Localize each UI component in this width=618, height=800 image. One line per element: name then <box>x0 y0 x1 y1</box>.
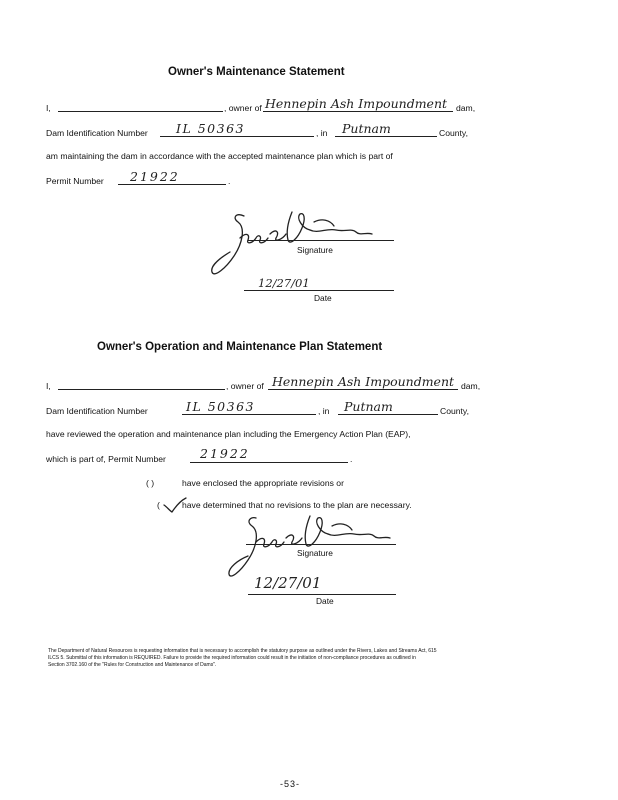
section2-i-label: I, <box>46 381 51 391</box>
section1-county-label: County, <box>439 128 468 138</box>
section2-title: Owner's Operation and Maintenance Plan Statement <box>97 341 383 353</box>
footnote-line-2: ILCS 5. Submittal of this information is REQUIRED. Failure to provide the required information could result in the initiation of non-compliance procedures as outlined in <box>48 655 416 661</box>
section2-signature-caption: Signature <box>297 548 333 558</box>
section2-dam-name-line <box>268 389 458 390</box>
section2-owner-of-label: , owner of <box>226 381 264 391</box>
section1-dam-name: Hennepin Ash Impoundment <box>265 96 448 111</box>
section1-permit-line <box>118 184 226 185</box>
section2-county-line <box>338 414 438 415</box>
section1-dam-name-line <box>263 111 453 112</box>
section1-date-value: 12/27/01 <box>258 276 310 290</box>
section2-county: Putnam <box>344 399 393 414</box>
section1-period: . <box>228 176 231 186</box>
section1-signature-line <box>248 240 394 241</box>
section2-dam-label: dam, <box>461 381 481 391</box>
section2-dam-id-line <box>182 414 316 415</box>
section1-date-caption: Date <box>314 293 332 303</box>
section2-permit-number: 21922 <box>200 446 250 461</box>
option1-checkbox[interactable]: ( ) <box>146 478 155 488</box>
option2-checkbox[interactable]: ( <box>157 500 160 510</box>
section1-dam-id-label: Dam Identification Number <box>46 128 148 138</box>
section1-owner-of-label: , owner of <box>224 103 262 113</box>
section2-dam-id-label: Dam Identification Number <box>46 406 148 416</box>
section1-permit-label: Permit Number <box>46 176 104 186</box>
section1-dam-id-line <box>160 136 314 137</box>
section1-county-line <box>335 136 437 137</box>
section1-permit-number: 21922 <box>130 169 180 184</box>
section2-in-label: , in <box>318 406 330 416</box>
section2-permit-line <box>190 462 348 463</box>
section1-title: Owner's Maintenance Statement <box>168 66 345 78</box>
section2-owner-name-line <box>58 389 225 390</box>
section2-statement: have reviewed the operation and maintenance plan including the Emergency Action Plan (EAP), <box>46 429 411 439</box>
page-number: -53- <box>280 779 301 789</box>
section2-dam-id: IL 50363 <box>186 399 255 414</box>
section1-statement: am maintaining the dam in accordance with the accepted maintenance plan which is part of <box>46 151 393 161</box>
option2-text: have determined that no revisions to the plan are necessary. <box>182 500 412 510</box>
section1-i-label: I, <box>46 103 51 113</box>
section2-period: . <box>350 454 353 464</box>
section1-in-label: , in <box>316 128 328 138</box>
footnote-line-1: The Department of Natural Resources is requesting information that is necessary to accomplish the statutory purpose as outlined under the Rivers, Lakes and Streams Act, 615 <box>48 648 437 654</box>
section1-owner-name-line <box>58 111 223 112</box>
option1-text: have enclosed the appropriate revisions or <box>182 478 344 488</box>
section1-dam-id: IL 50363 <box>176 121 245 136</box>
section2-dam-name: Hennepin Ash Impoundment <box>272 374 455 389</box>
section1-dam-label: dam, <box>456 103 476 113</box>
section1-date-line <box>244 290 394 291</box>
section2-permit-label: which is part of, Permit Number <box>46 454 166 464</box>
section2-date-caption: Date <box>316 596 334 606</box>
section2-date-value: 12/27/01 <box>254 574 322 592</box>
section1-county: Putnam <box>342 121 391 136</box>
section2-date-line <box>248 594 396 595</box>
footnote-line-3: Section 3702.160 of the "Rules for Construction and Maintenance of Dams". <box>48 662 217 668</box>
section2-county-label: County, <box>440 406 469 416</box>
section1-signature-caption: Signature <box>297 245 333 255</box>
section2-signature-line <box>246 544 396 545</box>
